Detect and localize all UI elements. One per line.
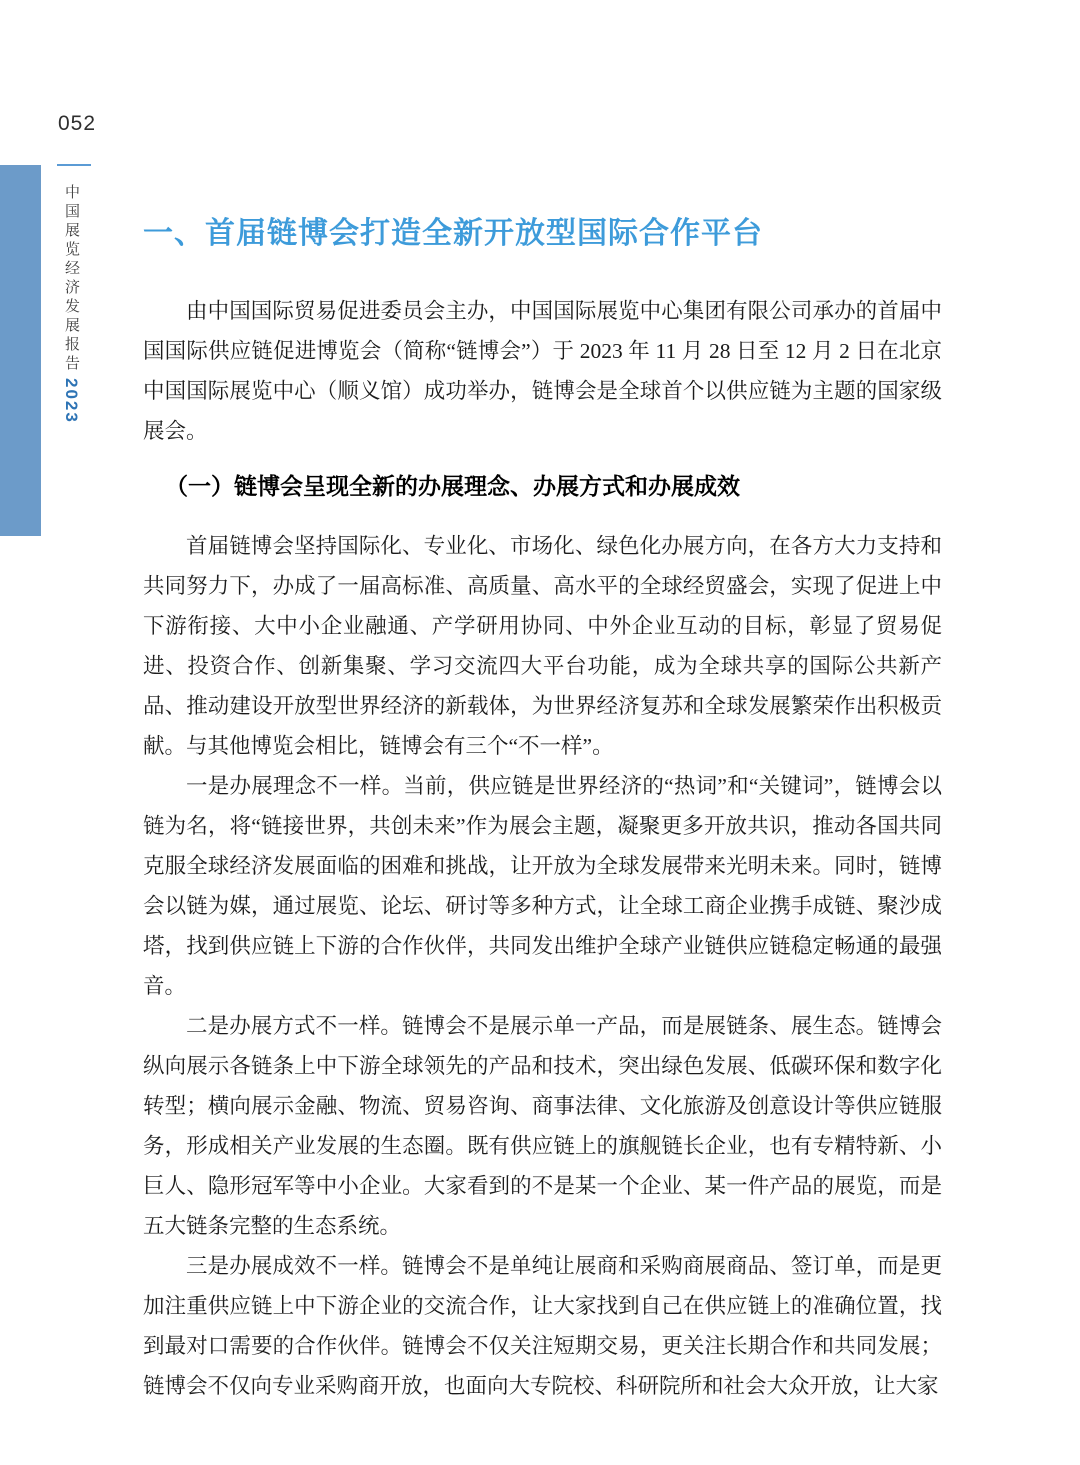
- intro-paragraph: 由中国国际贸易促进委员会主办，中国国际展览中心集团有限公司承办的首届中国国际供应链促进博览会（简称“链博会”）于 2023 年 11 月 28 日至 12 月 2 日在北京中国国际展览中心（顺义馆）成功举办，链博会是全球首个以供应链为主题的国家级展会。: [143, 299, 942, 443]
- divider-line: [57, 164, 91, 166]
- paragraph-method: 二是办展方式不一样。链博会不是展示单一产品，而是展链条、展生态。链博会纵向展示各链条上中下游全球领先的产品和技术，突出绿色发展、低碳环保和数字化转型；横向展示金融、物流、贸易咨询、商事法律、文化旅游及创意设计等供应链服务，形成相关产业发展的生态圈。既有供应链上的旗舰链长企业，也有专精特新、小巨人、隐形冠军等中小企业。大家看到的不是某一个企业、某一件产品的展览，而是五大链条完整的生态系统。: [143, 1014, 942, 1238]
- paragraph-overview: 首届链博会坚持国际化、专业化、市场化、绿色化办展方向，在各方大力支持和共同努力下，办成了一届高标准、高质量、高水平的全球经贸盛会，实现了促进上中下游衔接、大中小企业融通、产学研用协同、中外企业互动的目标，彰显了贸易促进、投资合作、创新集聚、学习交流四大平台功能，成为全球共享的国际公共新产品、推动建设开放型世界经济的新载体，为世界经济复苏和全球发展繁荣作出积极贡献。与其他博览会相比，链博会有三个“不一样”。: [143, 534, 942, 758]
- report-year: 2023: [62, 378, 81, 424]
- section-heading: 一、首届链博会打造全新开放型国际合作平台: [143, 217, 763, 250]
- report-spine-title: [53, 184, 89, 424]
- subsection-heading: （一）链博会呈现全新的办展理念、办展方式和办展成效: [165, 473, 740, 499]
- report-title-text: 中国展览经济发展报告: [63, 184, 80, 374]
- page-number: 052: [58, 112, 97, 135]
- paragraph-results: 三是办展成效不一样。链博会不是单纯让展商和采购商展商品、签订单，而是更加注重供应链上中下游企业的交流合作，让大家找到自己在供应链上的准确位置，找到最对口需要的合作伙伴。链博会不仅关注短期交易，更关注长期合作和共同发展；链博会不仅向专业采购商开放，也面向大专院校、科研院所和社会大众开放，让大家: [143, 1254, 942, 1398]
- decorative-blue-bar: [0, 165, 41, 536]
- content-column: [143, 0, 942, 1406]
- paragraph-concept: 一是办展理念不一样。当前，供应链是世界经济的“热词”和“关键词”，链博会以链为名，将“链接世界，共创未来”作为展会主题，凝聚更多开放共识，推动各国共同克服全球经济发展面临的困难和挑战，让开放为全球发展带来光明未来。同时，链博会以链为媒，通过展览、论坛、研讨等多种方式，让全球工商企业携手成链、聚沙成塔，找到供应链上下游的合作伙伴，共同发出维护全球产业链供应链稳定畅通的最强音。: [143, 774, 942, 998]
